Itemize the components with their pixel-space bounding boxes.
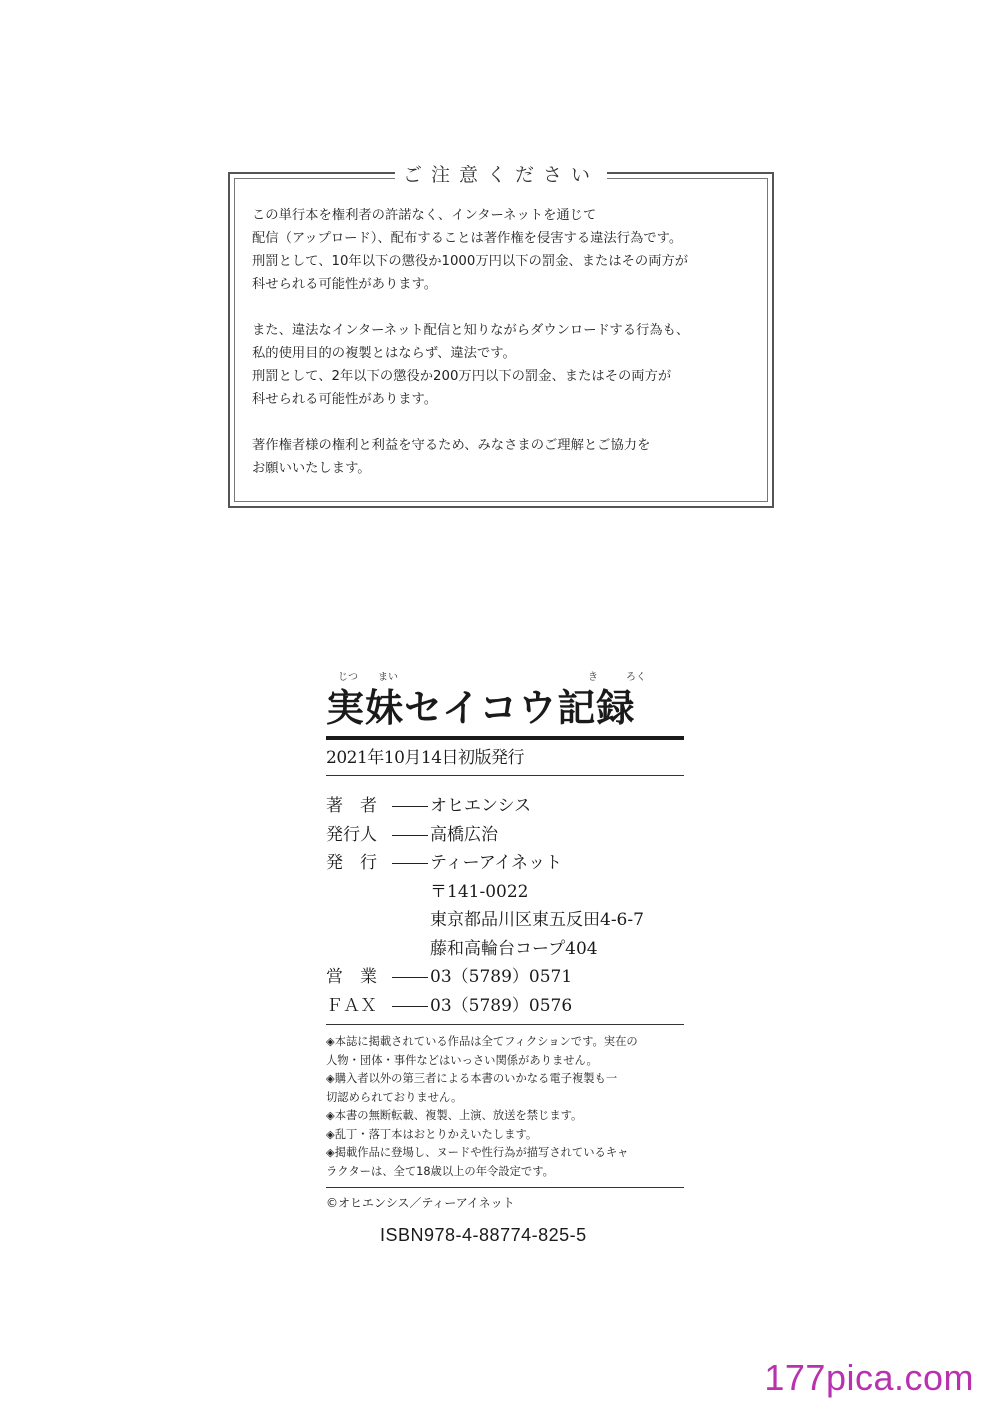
note-line: 人物・団体・事件などはいっさい関係がありません。	[326, 1053, 598, 1067]
note-line: 切認められておりません。	[326, 1090, 463, 1104]
notice-line: 私的使用目的の複製とはならず、違法です。	[252, 346, 516, 361]
address-line: 藤和高輪台コープ404	[430, 938, 598, 959]
notice-paragraph	[252, 319, 760, 411]
notice-line: この単行本を権利者の許諾なく、インターネットを通じて	[252, 208, 597, 223]
ruby-text: き	[588, 672, 598, 683]
notice-title-text: ご注意ください	[395, 164, 607, 186]
isbn: ISBN978-4-88774-825-5	[380, 1225, 587, 1245]
legal-notes	[326, 1033, 684, 1188]
note-line: ◈購入者以外の第三者による本書のいかなる電子複製も一	[326, 1072, 618, 1085]
ruby-text: まい	[378, 672, 398, 683]
credit-author	[326, 792, 684, 821]
credit-value: オヒエンシス	[430, 796, 532, 816]
notice-line: 科せられる可能性があります。	[252, 277, 438, 292]
notice-title	[230, 160, 772, 187]
notice-line: お願いいたします。	[252, 461, 371, 476]
dash-line	[392, 863, 428, 864]
credit-publisher	[326, 849, 684, 878]
divider	[326, 775, 684, 776]
note-line: ◈本誌に掲載されている作品は全てフィクションです。実在の	[326, 1035, 638, 1048]
notice-body	[252, 204, 760, 503]
title-ruby	[326, 668, 684, 684]
credit-value: 03（5789）0576	[430, 995, 573, 1016]
credit-label: 著 者	[326, 796, 377, 816]
credit-label: 発 行	[326, 853, 377, 873]
dash-line	[392, 835, 428, 836]
notice-line: 刑罰として、10年以下の懲役か1000万円以下の罰金、またはその両方が	[252, 254, 689, 269]
divider	[326, 1024, 684, 1025]
credit-publisher-person	[326, 821, 684, 850]
address-line: 東京都品川区東五反田4-6-7	[430, 910, 644, 930]
notice-line: 著作権者様の権利と利益を守るため、みなさまのご理解とご協力を	[252, 438, 651, 453]
credits	[326, 792, 684, 1020]
credit-label: 発行人	[326, 824, 377, 845]
credit-value: 03（5789）0571	[430, 967, 573, 987]
copyright: ©オヒエンシス／ティーアイネット	[326, 1196, 515, 1210]
note-line: ラクターは、全て18歳以上の年令設定です。	[326, 1164, 554, 1178]
credit-sales	[326, 963, 684, 992]
postal-code: 〒141-0022	[430, 881, 529, 902]
dash-line	[392, 977, 428, 978]
notice-line: また、違法なインターネット配信と知りながらダウンロードする行為も、	[252, 323, 690, 338]
ruby-text: ろく	[626, 672, 646, 683]
dash-line	[392, 1006, 428, 1007]
book-title: 実妹セイコウ記録	[326, 685, 636, 730]
notice-line: 科せられる可能性があります。	[252, 392, 438, 407]
credit-value: 高橋広治	[430, 824, 498, 845]
credit-label: ＦＡＸ	[326, 995, 377, 1016]
note-line: ◈掲載作品に登場し、ヌードや性行為が描写されているキャ	[326, 1146, 629, 1159]
dash-line	[392, 806, 428, 807]
notice-paragraph	[252, 204, 760, 296]
notice-line: 刑罰として、2年以下の懲役か200万円以下の罰金、またはその両方が	[252, 369, 672, 384]
notice-box	[228, 164, 774, 508]
notice-line: 配信（アップロード）、配布することは著作権を侵害する違法行為です。	[252, 231, 683, 246]
note-line: ◈乱丁・落丁本はおとりかえいたします。	[326, 1127, 538, 1141]
notice-paragraph	[252, 434, 760, 480]
ruby-text: じつ	[338, 672, 358, 683]
credit-fax	[326, 992, 684, 1021]
divider	[326, 1187, 684, 1188]
credit-label: 営 業	[326, 967, 377, 987]
title-rule	[326, 736, 684, 740]
colophon	[326, 668, 684, 1246]
note-line: ◈本書の無断転載、複製、上演、放送を禁じます。	[326, 1109, 583, 1122]
credit-value: ティーアイネット	[430, 853, 563, 873]
watermark: 177pica.com	[764, 1357, 974, 1398]
publication-date: 2021年10月14日初版発行	[326, 748, 525, 768]
